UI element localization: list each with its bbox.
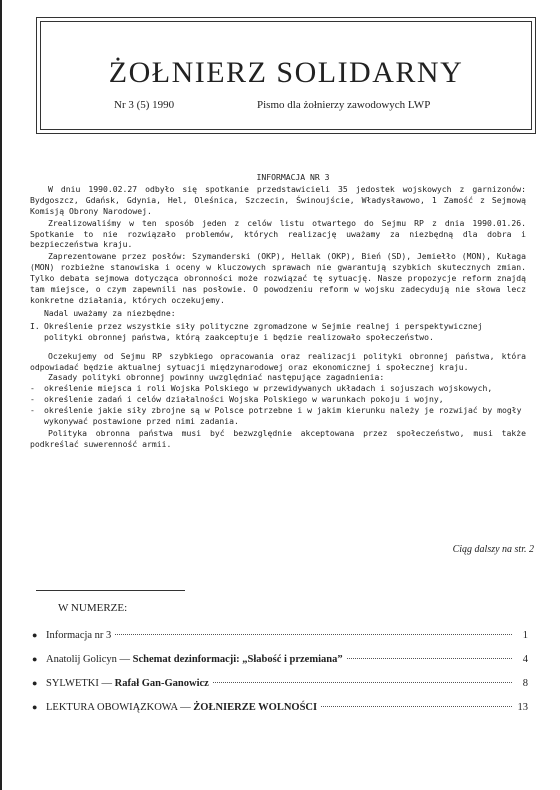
toc-entry[interactable] — [32, 702, 528, 726]
article-paragraph: Zasady polityki obronnej powinny uwzględniać następujące zagadnienia: — [48, 372, 385, 383]
toc-leader-dots — [347, 658, 512, 659]
toc-entry[interactable] — [32, 654, 528, 678]
bullet-dash: - — [30, 394, 35, 405]
item-number: I. — [30, 320, 40, 331]
bullet-icon: ● — [32, 630, 38, 640]
numbered-item — [30, 321, 526, 343]
item-text: Określenie przez wszystkie siły polityczne zgromadzone w Sejmie realnej i perspektywicznej polityki obronnej państwa, którą zaakceptuje i będzie realizowało społeczeństwo. — [44, 320, 483, 342]
bullet-dash: - — [30, 405, 35, 416]
toc-leader-dots — [213, 682, 512, 683]
toc-leader-dots — [321, 706, 512, 707]
bullet-icon: ● — [32, 654, 38, 664]
toc-entry[interactable] — [32, 630, 528, 654]
publication-title: ŻOŁNIERZ SOLIDARNY — [108, 56, 464, 89]
list-item — [30, 405, 526, 427]
table-of-contents — [32, 630, 528, 726]
toc-page-number: 13 — [517, 702, 528, 713]
masthead — [36, 17, 536, 134]
continued-note: Ciąg dalszy na str. 2 — [452, 544, 534, 555]
article — [30, 172, 526, 450]
article-paragraph: Polityka obronna państwa musi być bezwzględnie akceptowana przez społeczeństwo, musi także podkreślać suwerenność armii. — [30, 427, 526, 449]
issue-number: Nr 3 (5) 1990 — [114, 99, 175, 111]
list-item — [30, 394, 526, 405]
article-paragraph: Zrealizowaliśmy w ten sposób jeden z celów listu otwartego do Sejmu RP z dnia 1990.01.26. Spotkanie to nie rozwiązało problemów, których realizację uważamy za niezbędną dla dobra i bezpieczeństwa kraju. — [30, 217, 526, 250]
bullet-dash: - — [30, 383, 35, 394]
list-item-text: określenie jakie siły zbrojne są w Polsce potrzebne i w jakim kierunku należy je rozwijać by mogły wykonywać postawione przed nimi zadania. — [44, 405, 522, 427]
toc-entry-title: Anatolij Golicyn — Schemat dezinformacji: „Słabość i przemiana” — [46, 654, 343, 665]
article-title: INFORMACJA NR 3 — [256, 172, 330, 182]
bullet-icon: ● — [32, 678, 38, 688]
toc-page-number: 4 — [522, 654, 528, 665]
bullet-list — [30, 383, 526, 427]
toc-entry[interactable] — [32, 678, 528, 702]
toc-leader-dots — [115, 634, 512, 635]
publication-subtitle: Pismo dla żołnierzy zawodowych LWP — [257, 99, 431, 111]
list-item-text: określenie miejsca i roli Wojska Polskiego w przewidywanych układach i sojuszach wojskowych, — [44, 383, 493, 394]
list-item — [30, 383, 526, 394]
toc-entry-title: SYLWETKI — Rafał Gan-Ganowicz — [46, 678, 209, 689]
toc-entry-title: LEKTURA OBOWIĄZKOWA — ŻOŁNIERZE WOLNOŚCI — [46, 702, 318, 713]
article-paragraph: Zaprezentowane przez posłów: Szymanderski (OKP), Hellak (OKP), Bień (SD), Jemiełło (MON), Kułaga (MON) rozbieżne stanowiska i oceny w kluczowych sprawach nie gwarantują szybkich skutecznych zmian. Tylko debata sejmowa dotycząca obronności może rozwiązać tę sytuację. Nasze propozycje reform znajdą tam miejsce, o czym zapewnili nas posłowie. O powodzeniu reform w wojsku zadecydują nie słowa lecz konkretne działania, których oczekujemy. — [30, 251, 526, 305]
article-paragraph: W dniu 1990.02.27 odbyło się spotkanie przedstawicieli 35 jedostek wojskowych z garnizonów: Bydgoszcz, Gdańsk, Gdynia, Hel, Oleśnica, Szczecin, Świnoujście, Władysławowo, 1 Zamość z Sejmową Komisją Obrony Narodowej. — [30, 183, 526, 216]
page-edge — [0, 0, 2, 790]
article-paragraph: Oczekujemy od Sejmu RP szybkiego opracowania oraz realizacji polityki obronnej państwa, która odpowiadać będzie aktualnej sytuacji międzynarodowej oraz ekonomicznej i społecznej kraju. — [30, 350, 526, 372]
article-lead: Nadal uważamy za niezbędne: — [44, 307, 176, 318]
toc-entry-title: Informacja nr 3 — [46, 630, 112, 641]
toc-divider — [36, 590, 185, 591]
toc-page-number: 1 — [522, 630, 528, 641]
toc-heading: W NUMERZE: — [58, 602, 128, 614]
bullet-icon: ● — [32, 702, 38, 712]
toc-page-number: 8 — [522, 678, 528, 689]
list-item-text: określenie zadań i celów działalności Wojska Polskiego w warunkach pokoju i wojny, — [44, 394, 444, 405]
